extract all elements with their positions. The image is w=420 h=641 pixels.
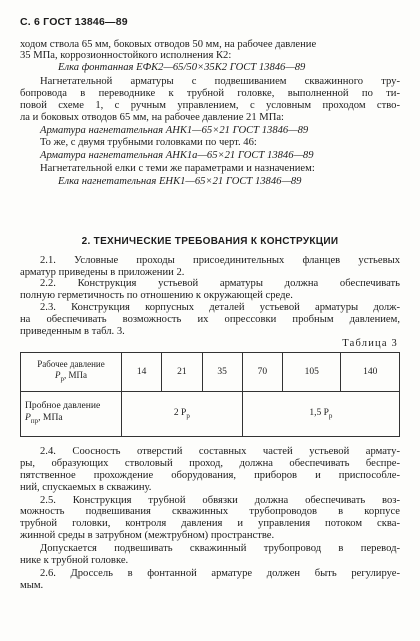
text-line: ний, спускаемых в скважину. [20, 481, 152, 493]
text-line: трубной головки, контроля давления и управления потоком сква- [20, 518, 400, 530]
row-label-working-pressure: Рабочее давление $P_р$, МПа [21, 352, 122, 391]
text-line: ла и боковых отводов 65 мм, на рабочее давление 21 МПа: [20, 111, 285, 123]
table-cell: 140 [341, 352, 400, 391]
table-caption: Таблица 3 [342, 337, 398, 349]
text-line: 2.2. Конструкция устьевой арматуры должна обеспечивать [40, 278, 400, 290]
text-line: ходом ствола 65 мм, боковых отводов 50 мм, на рабочее давление [20, 38, 317, 50]
table-cell: 1,5 $P_р$ [242, 391, 399, 436]
text-line: бопровода в переводнике к трубной головке, выполненной по ти- [20, 87, 400, 99]
text-line: 2.1. Условные проходы присоединительных фланцев устьевых [40, 254, 400, 266]
table-row [21, 352, 400, 391]
text-line: можность подвешивания скважинных трубопроводов в корпусе [20, 506, 400, 518]
table-cell: 35 [202, 352, 242, 391]
text-line: Нагнетательной арматуры с подвешиванием скважинного тру- [40, 76, 400, 88]
text-line: Нагнетательной елки с теми же параметрами и назначением: [40, 163, 315, 175]
text-line: пятственное прохождение оборудования, приборов и приспособле- [20, 469, 400, 481]
table-cell: 70 [242, 352, 282, 391]
text-line: То же, с двумя трубными головками по черт. 46: [40, 137, 257, 149]
text-line: приведенным в табл. 3. [20, 326, 125, 338]
text-line: полную герметичность по отношению к окружающей среде. [20, 290, 293, 302]
table-row [21, 391, 400, 436]
designation-line: Елка фонтанная ЕФК2—65/50×35К2 ГОСТ 13846—89 [58, 62, 306, 74]
table-cell: 14 [122, 352, 162, 391]
pressure-table [20, 352, 400, 437]
text-line: арматур приведены в приложении 2. [20, 266, 185, 278]
text-line: 2.3. Конструкция корпусных деталей устьевой арматуры долж- [40, 302, 400, 314]
text-line: нике к трубной головке. [20, 555, 129, 566]
designation-line: Арматура нагнетательная АНК1а—65×21 ГОСТ 13846—89 [40, 150, 314, 162]
text-line: повой схеме 1, с ручным управлением, с условным проходом ство- [20, 99, 400, 111]
text-line: 2.6. Дроссель в фонтанной арматуре должен быть регулируе- [40, 567, 400, 579]
designation-line: Елка нагнетательная ЕНК1—65×21 ГОСТ 13846—89 [58, 175, 302, 187]
text-line: Допускается подвешивать скважинный трубопровод в перевод- [40, 543, 400, 555]
text-line: мым. [20, 579, 44, 591]
designation-line: Арматура нагнетательная АНК1—65×21 ГОСТ 13846—89 [40, 124, 309, 136]
text-line: 2.5. Конструкция трубной обвязки должна обеспечивать воз- [40, 494, 400, 506]
section-title: 2. ТЕХНИЧЕСКИЕ ТРЕБОВАНИЯ К КОНСТРУКЦИИ [81, 236, 339, 248]
page-header: С. 6 ГОСТ 13846—89 [20, 16, 128, 28]
table-cell: 21 [162, 352, 202, 391]
text-line: жинной среды в затрубном (межтрубном) пространстве. [20, 530, 275, 542]
row-label-test-pressure: Пробное давление $P_{пр}$, МПа [21, 391, 122, 436]
text-line: на обеспечивать возможность их опрессовки пробным давлением, [20, 314, 400, 326]
text-line: 35 МПа, коррозионностойкого исполнения К2: [20, 50, 232, 62]
text-line: 2.4. Соосность отверстий составных частей устьевой армату- [40, 446, 400, 458]
table-cell: 2 $P_р$ [122, 391, 243, 436]
table-cell: 105 [283, 352, 341, 391]
text-line: ры, образующих стволовый проход, должна обеспечивать беспре- [20, 457, 400, 469]
